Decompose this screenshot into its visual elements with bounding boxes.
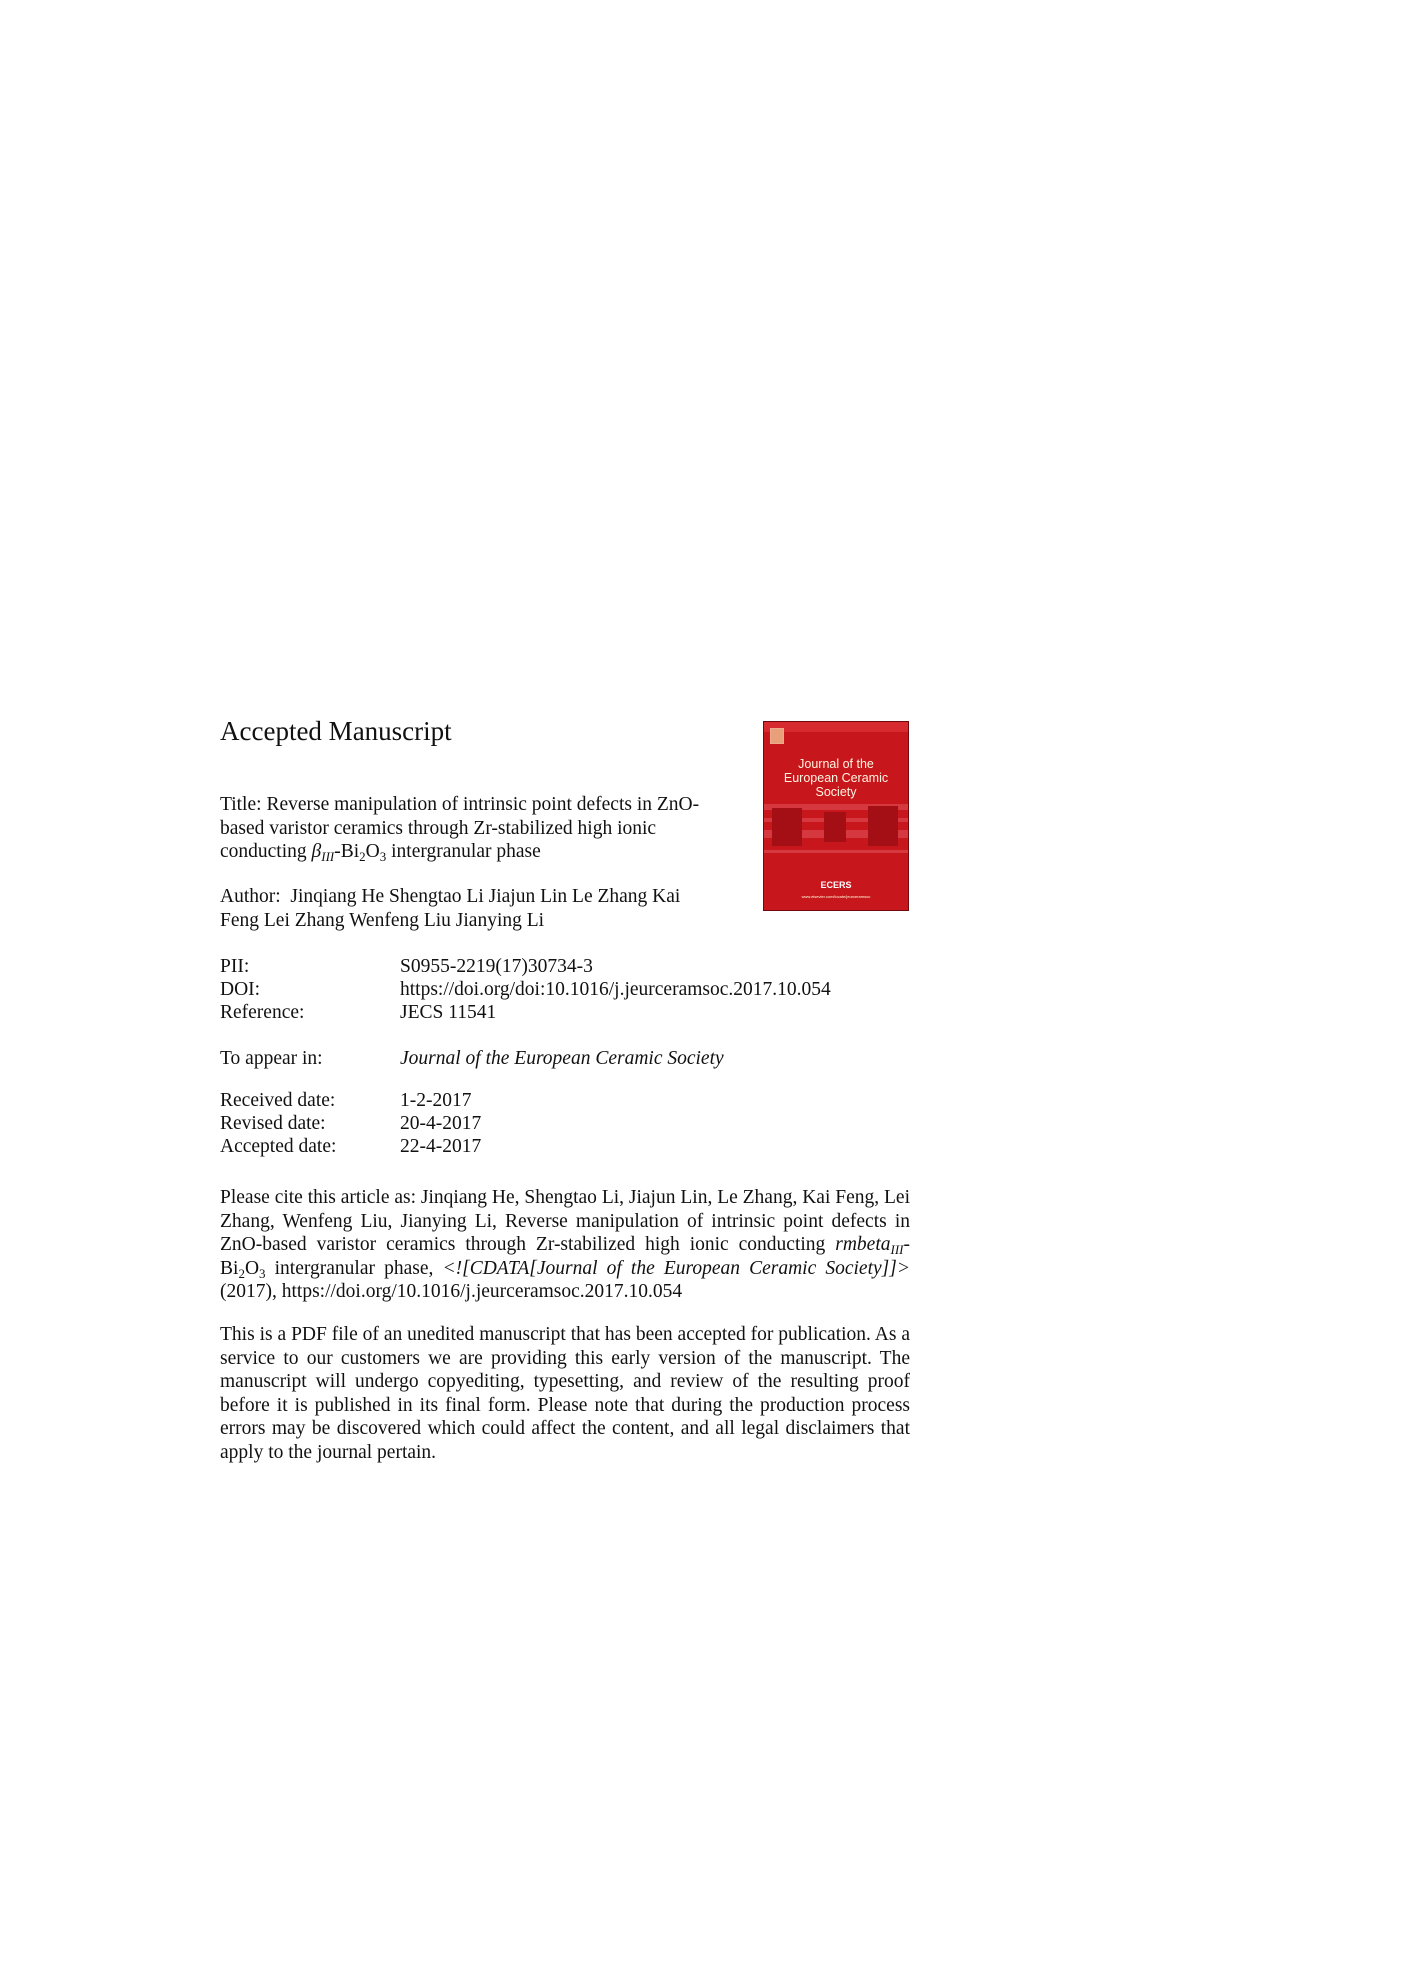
accepted-value: 22-4-2017 [400, 1136, 482, 1157]
elsevier-logo-icon [770, 728, 784, 744]
cite-journal: <![CDATA[Journal of the European Ceramic Society]]> [442, 1257, 910, 1279]
disclaimer-paragraph: This is a PDF file of an unedited manuscript that has been accepted for publication. As a service to our customers we are providing this early version of the manuscript. The manuscript will undergo copyediting, typesetting, and review of the resulting proof before it is published in its final form. Please note that during the production process errors may be discovered which could affect the content, and all legal disclaimers that apply to the journal pertain. [220, 1324, 910, 1463]
cover-title-line1: Journal of the [798, 757, 874, 771]
article-title [220, 793, 720, 864]
journal-cover-image [763, 721, 909, 911]
cover-block [868, 806, 898, 846]
cover-stripe [764, 850, 908, 853]
page-heading: Accepted Manuscript [220, 716, 452, 746]
received-label: Received date: [220, 1090, 336, 1111]
cite-o: O [244, 1257, 260, 1279]
cover-society-logo: ECERS [820, 880, 852, 890]
doi-link[interactable]: https://doi.org/doi:10.1016/j.jeurceramsoc.2017.10.054 [400, 979, 831, 1000]
accepted-label: Accepted date: [220, 1136, 337, 1157]
cite-rmbeta-subscript: III [890, 1242, 904, 1257]
pii-value: S0955-2219(17)30734-3 [400, 956, 593, 977]
o-subscript: 3 [379, 849, 387, 864]
cite-mid: intergranular phase, [265, 1257, 443, 1279]
title-text-end: intergranular phase [386, 841, 541, 862]
beta-symbol: β [311, 841, 322, 862]
appear-label: To appear in: [220, 1048, 323, 1069]
title-text: Reverse manipulation of intrinsic point defects in ZnO-based varistor ceramics through Zr-stabilized high ionic conducting [220, 794, 700, 862]
title-label: Title: [220, 794, 262, 815]
bi-subscript: 2 [359, 849, 366, 864]
citation-paragraph [220, 1186, 910, 1304]
cover-block [824, 812, 846, 842]
pii-label: PII: [220, 956, 250, 977]
revised-label: Revised date: [220, 1113, 326, 1134]
cover-top-bar [764, 722, 908, 732]
journal-name: Journal of the European Ceramic Society [400, 1048, 724, 1069]
revised-value: 20-4-2017 [400, 1113, 482, 1134]
cover-title [768, 757, 904, 799]
cite-bi: -Bi [220, 1234, 910, 1279]
bi-text: -Bi [334, 841, 360, 862]
received-value: 1-2-2017 [400, 1090, 472, 1111]
cover-block [772, 808, 802, 846]
cite-end: (2017), https://doi.org/10.1016/j.jeurceramsoc.2017.10.054 [220, 1281, 683, 1302]
author-names: Jinqiang He Shengtao Li Jiajun Lin Le Zhang Kai Feng Lei Zhang Wenfeng Liu Jianying Li [220, 886, 681, 931]
beta-subscript: III [321, 849, 335, 864]
reference-label: Reference: [220, 1002, 305, 1023]
doi-label: DOI: [220, 979, 261, 1000]
cover-title-line2: European Ceramic Society [783, 771, 889, 799]
cite-o-subscript: 3 [259, 1265, 266, 1281]
cover-url: www.elsevier.com/locate/jeurceramsoc [801, 894, 871, 899]
author-block [220, 885, 720, 932]
cite-bi-subscript: 2 [238, 1265, 245, 1281]
reference-value: JECS 11541 [400, 1002, 497, 1023]
cite-rmbeta: rmbeta [835, 1234, 891, 1255]
cite-text: Please cite this article as: Jinqiang He, Shengtao Li, Jiajun Lin, Le Zhang, Kai Feng, Lei Zhang, Wenfeng Liu, Jianying Li, Reverse manipulation of intrinsic point defects in ZnO-based varistor ceramics through Zr-stabilized high ionic conducting [220, 1187, 910, 1255]
o-text: O [365, 841, 380, 862]
author-label: Author: [220, 886, 281, 907]
